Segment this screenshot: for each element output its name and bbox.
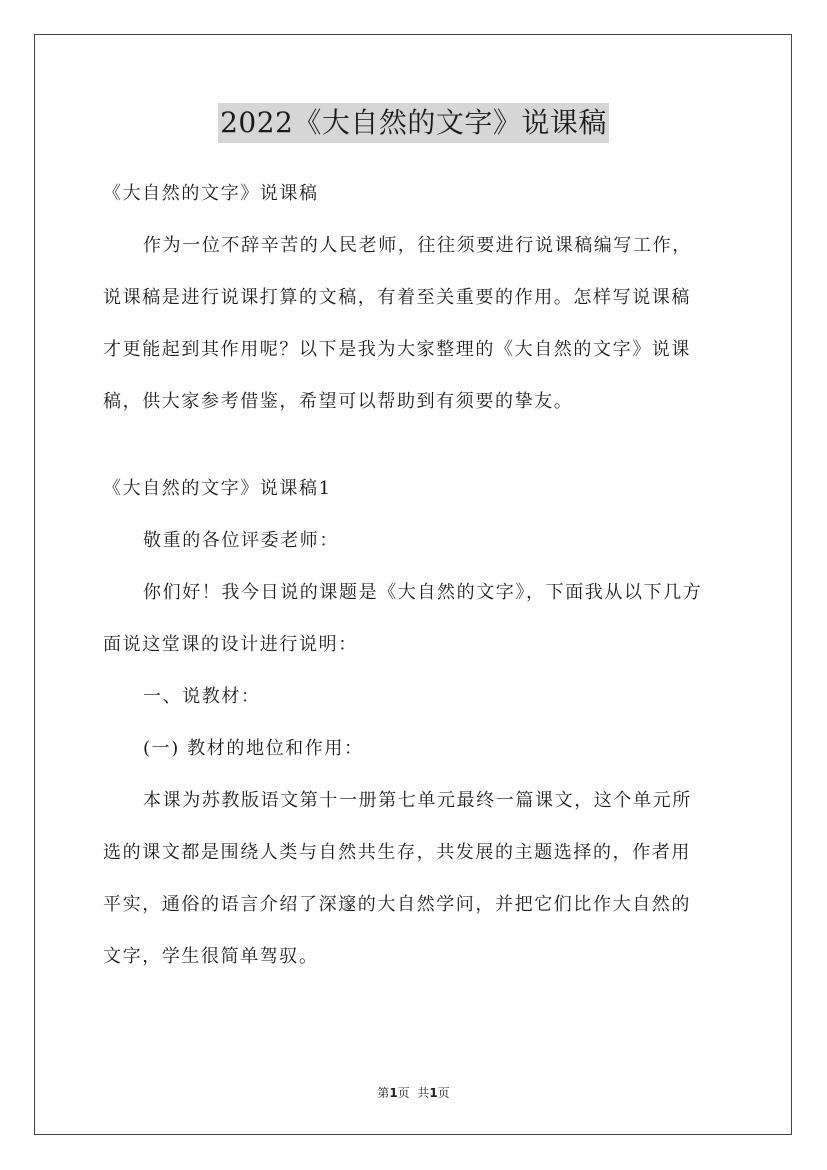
paragraph-line: 面说这堂课的设计进行说明： (103, 634, 358, 655)
salutation (103, 521, 726, 561)
document-title: 2022《大自然的文字》说课稿 (218, 103, 609, 143)
greeting-paragraph (103, 573, 726, 665)
paragraph-line: 你们好！我今日说的课题是《大自然的文字》，下面我从以下几方 (143, 582, 703, 603)
paragraph-line: 才更能起到其作用呢？以下是我为大家整理的《大自然的文字》说课 (103, 339, 691, 360)
paragraph-line: 选的课文都是围绕人类与自然共生存，共发展的主题选择的，作者用 (103, 842, 691, 863)
paragraph-line: (一) 教材的地位和作用： (143, 738, 364, 759)
intro-paragraph (103, 226, 726, 422)
paragraph-line: 文字，学生很简单驾驭。 (103, 946, 319, 967)
footer-prefix: 第 (377, 1086, 390, 1100)
footer-mid: 页 共 (397, 1086, 430, 1100)
paragraph-line: 本课为苏教版语文第十一册第七单元最终一篇课文，这个单元所 (143, 790, 692, 811)
paragraph-line: 平实，通俗的语言介绍了深邃的大自然学问，并把它们比作大自然的 (103, 894, 691, 915)
paragraph-line: 作为一位不辞辛苦的人民老师，往往须要进行说课稿编写工作， (143, 235, 692, 256)
paragraph-line: 敬重的各位评委老师： (143, 530, 339, 551)
heading-main (103, 174, 726, 214)
body-paragraph (103, 781, 726, 977)
footer-page-total: 1 (429, 1086, 438, 1100)
footer-page-current: 1 (389, 1086, 398, 1100)
paragraph-line: 说课稿是进行说课打算的文稿，有着至关重要的作用。怎样写说课稿 (103, 287, 691, 308)
title-wrap (0, 103, 827, 143)
heading-section-1 (103, 469, 726, 509)
heading-line: 《大自然的文字》说课稿 (103, 183, 319, 204)
paragraph-line: 一、说教材： (143, 686, 261, 707)
heading-line: 《大自然的文字》说课稿1 (103, 478, 332, 499)
document-body (103, 174, 726, 989)
footer-suffix: 页 (437, 1086, 450, 1100)
paragraph-line: 稿，供大家参考借鉴，希望可以帮助到有须要的挚友。 (103, 391, 574, 412)
page-footer (0, 1084, 827, 1101)
subsection-heading (103, 729, 726, 769)
section-heading (103, 677, 726, 717)
